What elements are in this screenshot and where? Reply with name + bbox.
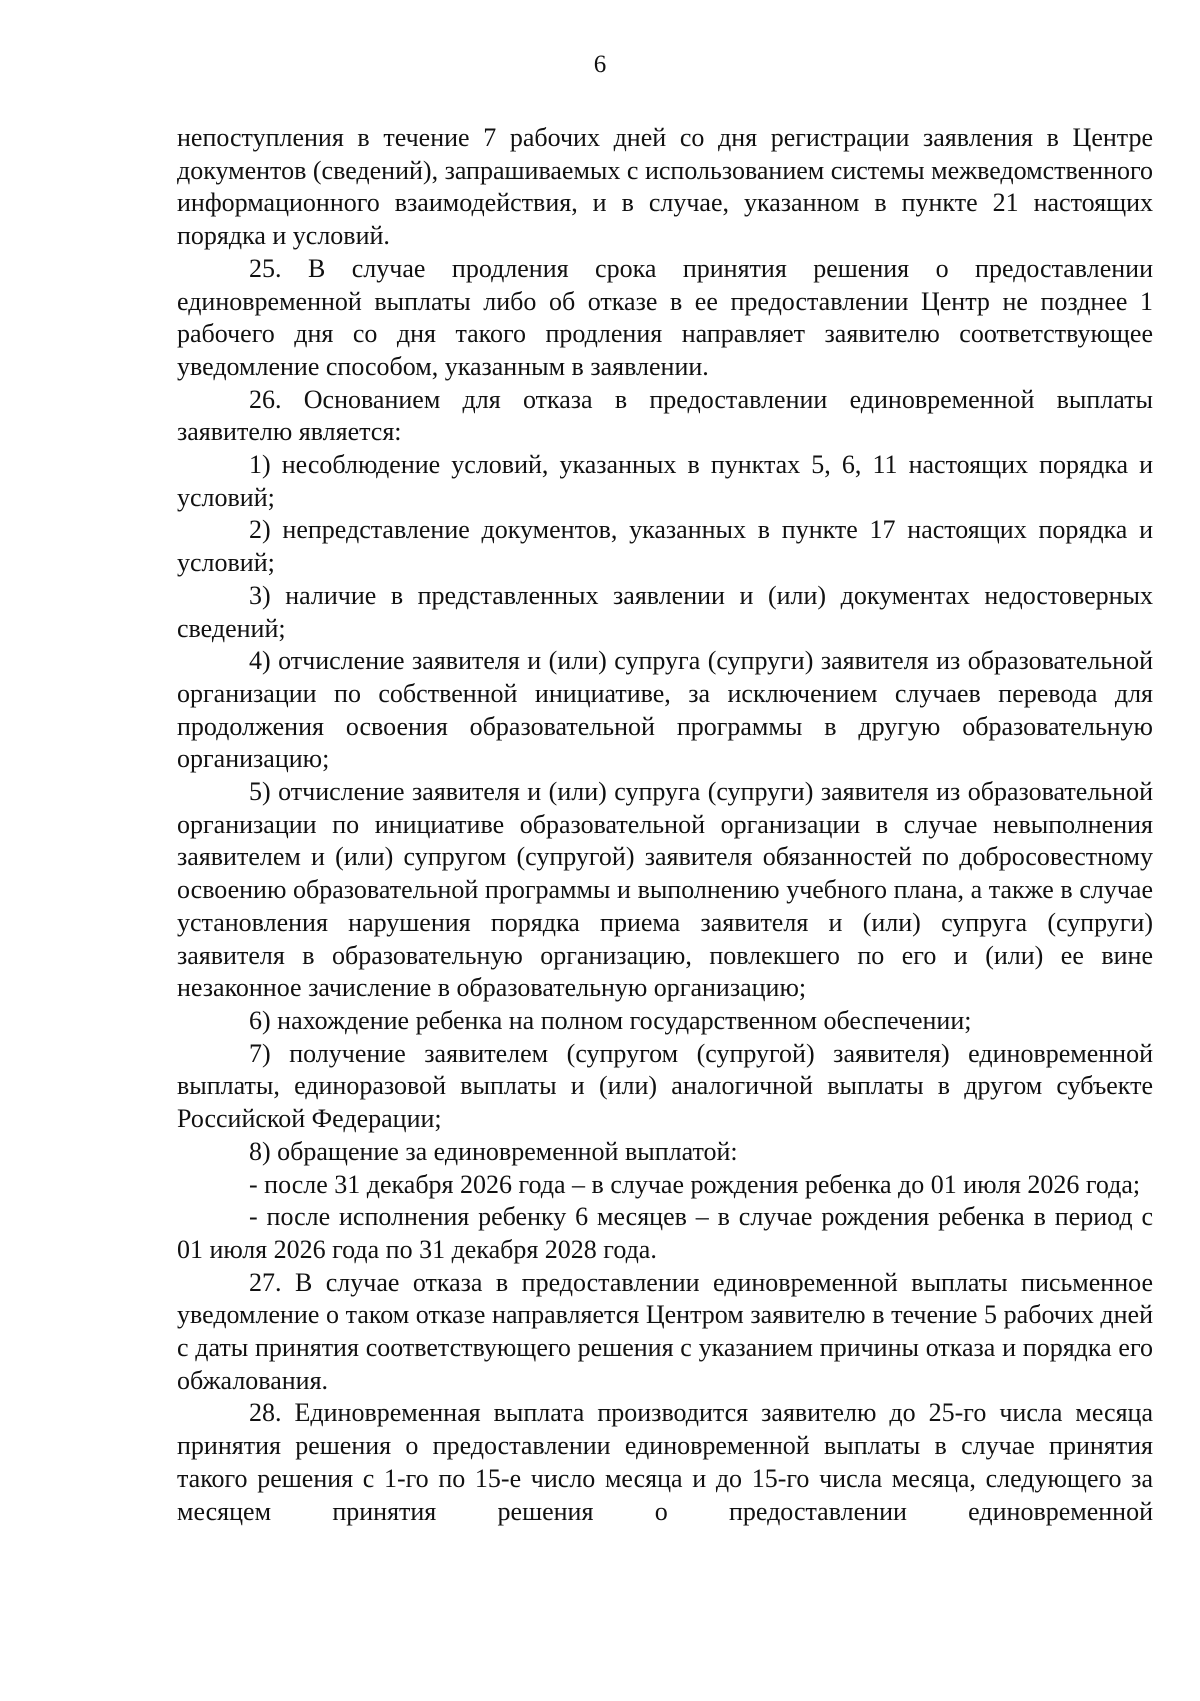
list-item-5: 5) отчисление заявителя и (или) супруга (супруги) заявителя из образовательной организации по инициативе образовательной организации в случае невыполнения заявителем и (или) супругом (супругой) заявителя обязанностей по добросовестному освоению образовательной программы и выполнению учебного плана, а также в случае установления нарушения порядка приема заявителя и (или) супруга (супруги) заявителя в образовательную организацию, повлекшего по его и (или) ее вине незаконное зачисление в образовательную организацию; bbox=[177, 777, 1153, 1003]
paragraph-28: 28. Единовременная выплата производится заявителю до 25-го числа месяца принятия решения о предоставлении единовременной выплаты в случае принятия такого решения с 1-го по 15-е число месяца и до 15-го числа месяца, следующего за месяцем принятия решения о предоставлении единовременной bbox=[177, 1398, 1153, 1526]
list-item-2: 2) непредставление документов, указанных в пункте 17 настоящих порядка и условий; bbox=[177, 515, 1153, 578]
sub-item-dash-2: - после исполнения ребенку 6 месяцев – в случае рождения ребенка в период с 01 июля 2026 года по 31 декабря 2028 года. bbox=[177, 1202, 1153, 1264]
paragraph-26: 26. Основанием для отказа в предоставлении единовременной выплаты заявителю является: bbox=[177, 384, 1153, 447]
list-item-3: 3) наличие в представленных заявлении и (или) документах недостоверных сведений; bbox=[177, 580, 1153, 643]
list-item-1: 1) несоблюдение условий, указанных в пунктах 5, 6, 11 настоящих порядка и условий; bbox=[177, 450, 1153, 512]
sub-item-dash-1: - после 31 декабря 2026 года – в случае рождения ребенка до 01 июля 2026 года; bbox=[249, 1169, 1141, 1199]
document-body bbox=[177, 122, 1153, 1528]
page-number: 6 bbox=[593, 51, 607, 78]
list-item-6: 6) нахождение ребенка на полном государственном обеспечении; bbox=[249, 1005, 972, 1035]
paragraph-27: 27. В случае отказа в предоставлении единовременной выплаты письменное уведомление о таком отказе направляется Центром заявителю в течение 5 рабочих дней с даты принятия соответствующего решения с указанием причины отказа и порядка его обжалования. bbox=[177, 1267, 1153, 1395]
paragraph-continuation: непоступления в течение 7 рабочих дней со дня регистрации заявления в Центре документов (сведений), запрашиваемых с использованием системы межведомственного информационного взаимодействия, и в случае, указанном в пункте 21 настоящих порядка и условий. bbox=[177, 123, 1153, 251]
list-item-7: 7) получение заявителем (супругом (супругой) заявителя) единовременной выплаты, единоразовой выплаты и (или) аналогичной выплаты в другом субъекте Российской Федерации; bbox=[177, 1038, 1153, 1134]
list-item-8: 8) обращение за единовременной выплатой: bbox=[249, 1136, 738, 1166]
paragraph-25: 25. В случае продления срока принятия решения о предоставлении единовременной выплаты либо об отказе в ее предоставлении Центр не позднее 1 рабочего дня со дня такого продления направляет заявителю соответствующее уведомление способом, указанным в заявлении. bbox=[177, 253, 1153, 381]
list-item-4: 4) отчисление заявителя и (или) супруга (супруги) заявителя из образовательной организации по собственной инициативе, за исключением случаев перевода для продолжения освоения образовательной программы в другую образовательную организацию; bbox=[177, 646, 1153, 774]
